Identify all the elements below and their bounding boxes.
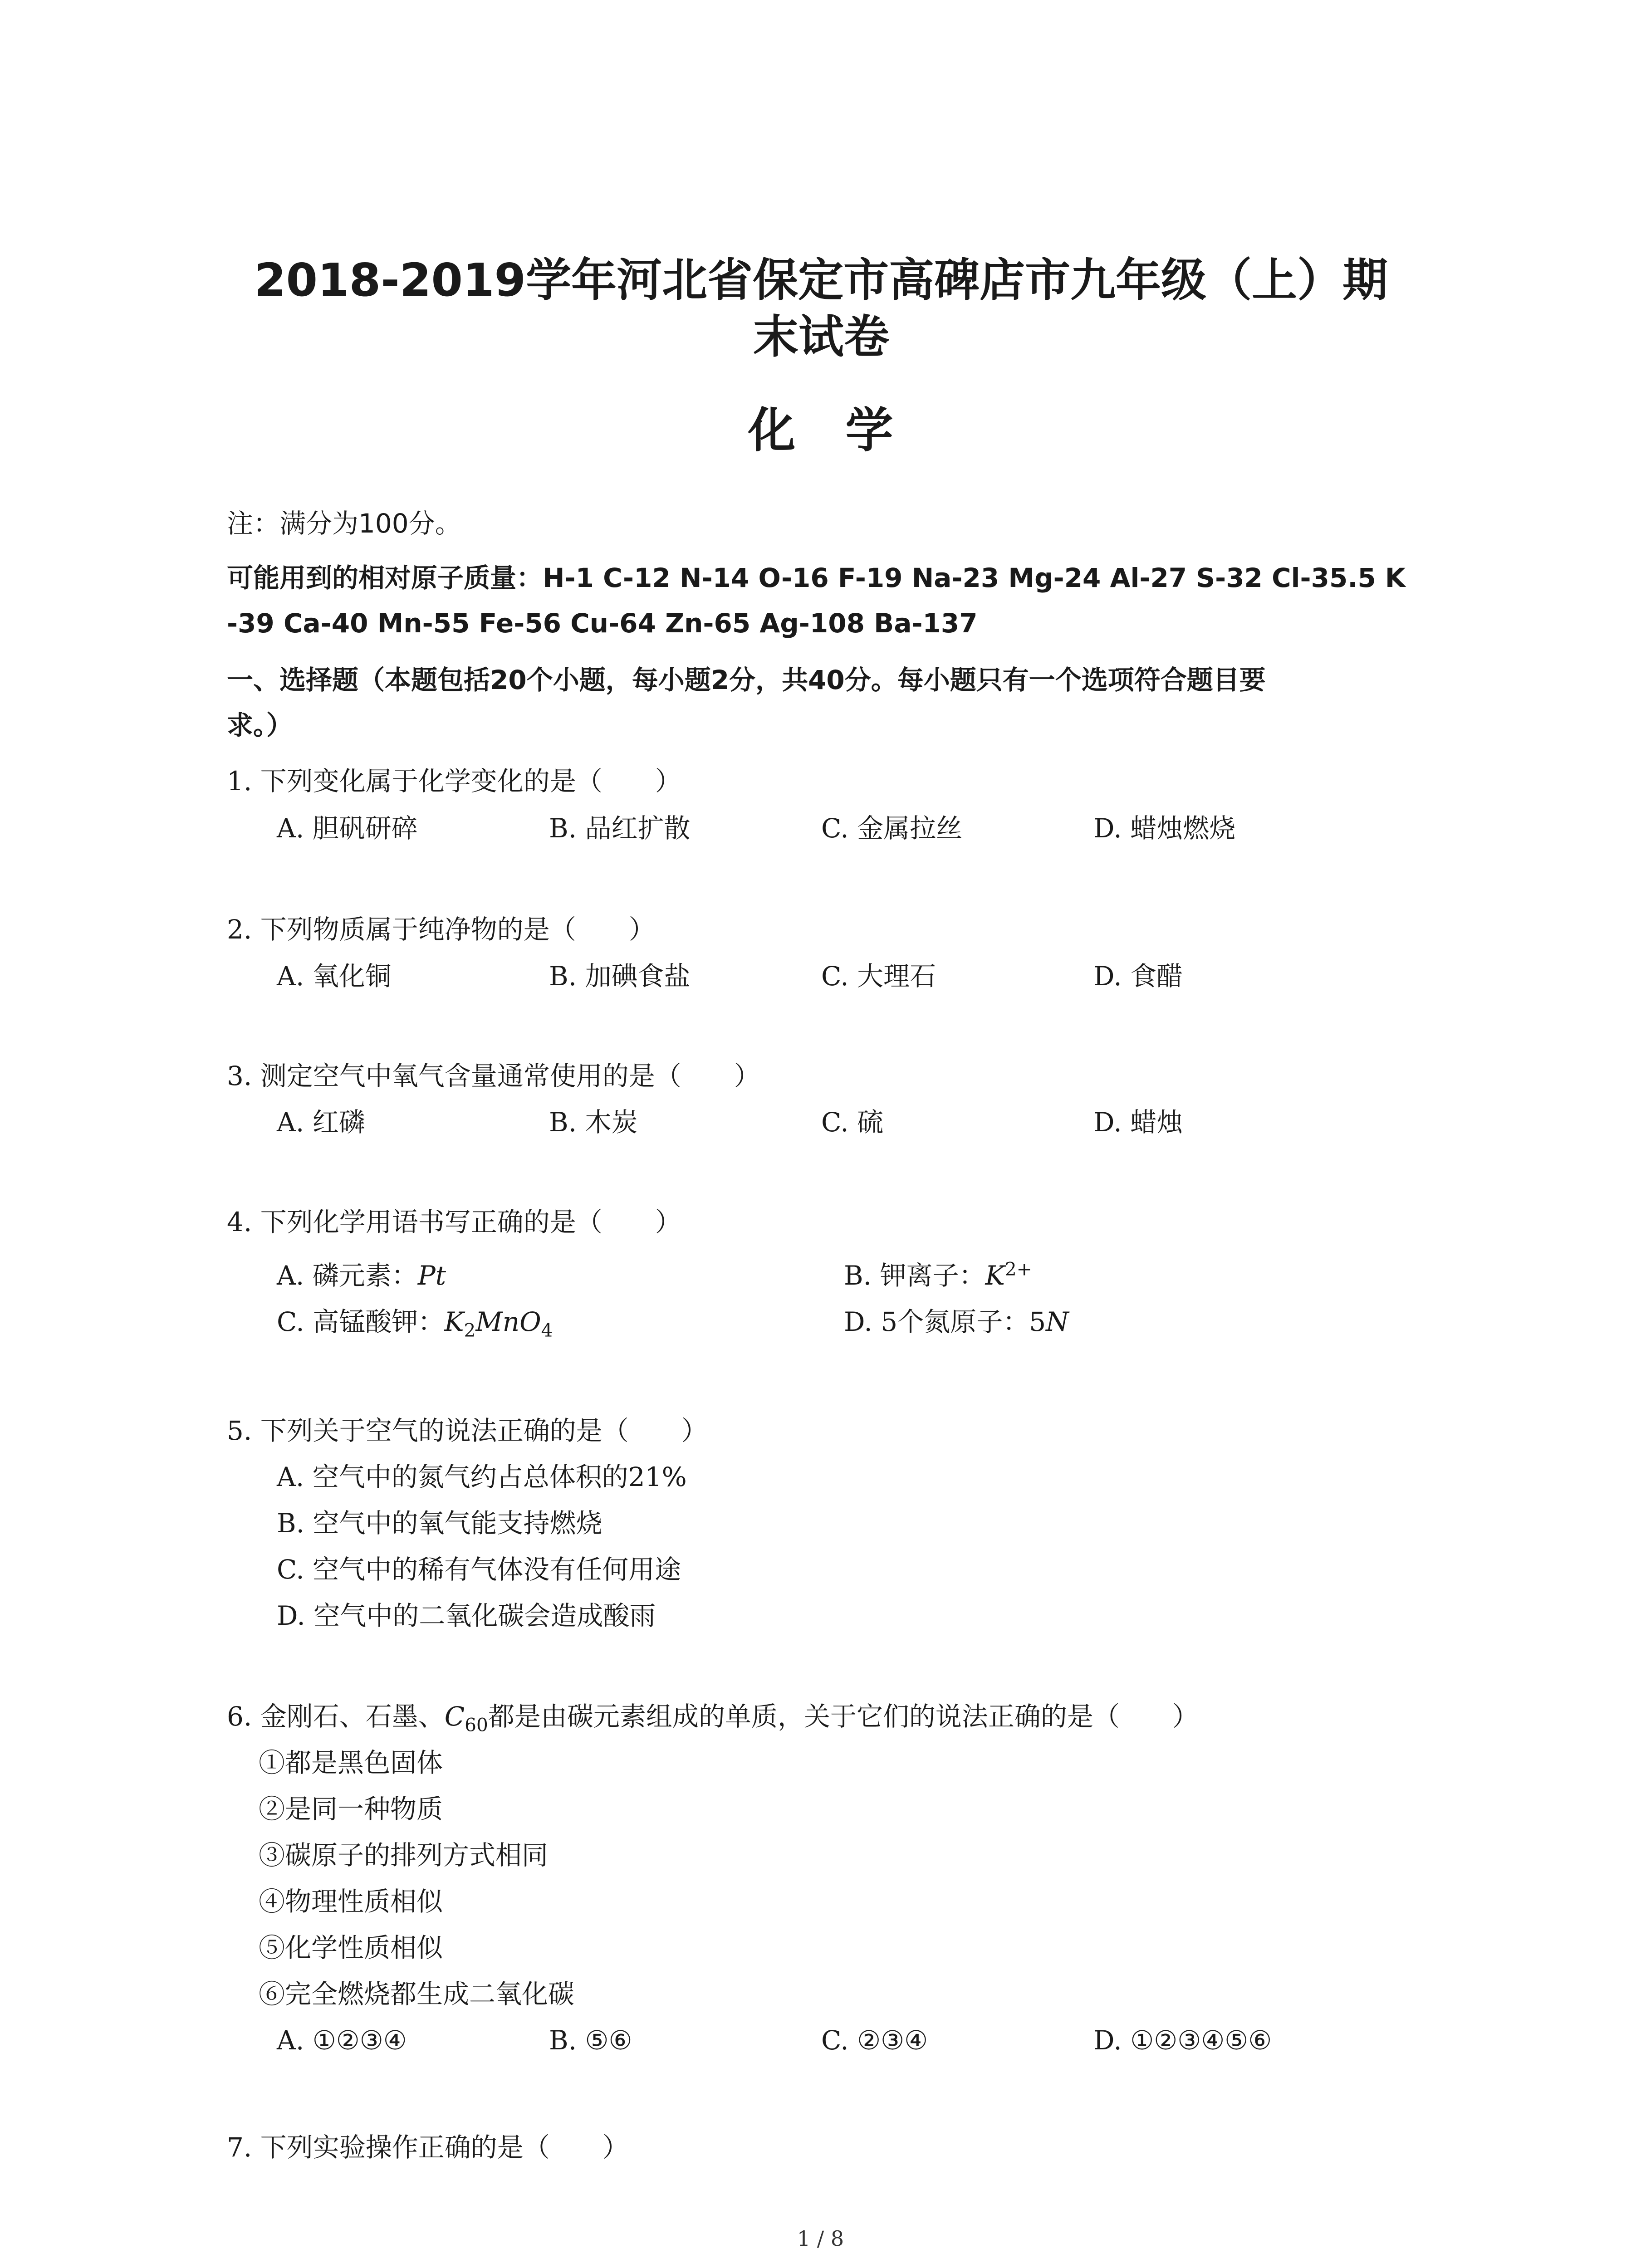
question-6-option-c: C. ②③④: [821, 2025, 928, 2056]
section-heading-line-1: 一、选择题（本题包括20个小题，每小题2分，共40分。每小题只有一个选项符合题目要: [227, 665, 1266, 695]
question-4-option-b: B. 钾离子：$K^{2+}$: [844, 1258, 1032, 1291]
question-5-option-d: D. 空气中的二氧化碳会造成酸雨: [277, 1600, 656, 1631]
question-3-option-d: D. 蜡烛: [1093, 1107, 1183, 1138]
question-6-statement-6: ⑥完全燃烧都生成二氧化碳: [259, 1979, 575, 2009]
question-2-stem: 2. 下列物质属于纯净物的是（ ）: [227, 914, 655, 945]
question-2-option-c: C. 大理石: [821, 961, 936, 992]
score-note: 注：满分为100分。: [227, 508, 461, 539]
page-title: [191, 252, 1452, 365]
question-6-statement-2: ②是同一种物质: [259, 1794, 443, 1824]
question-4-option-d: D. 5个氮原子：5N: [844, 1306, 1069, 1337]
question-6-stem: 6. 金刚石、石墨、$C_{60}$都是由碳元素组成的单质，关于它们的说法正确的是（ ）: [227, 1701, 1199, 1736]
question-1-option-a: A. 胆矾研碎: [277, 813, 418, 844]
question-1-option-d: D. 蜡烛燃烧: [1093, 813, 1236, 844]
question-2-option-d: D. 食醋: [1093, 961, 1183, 992]
question-7-stem: 7. 下列实验操作正确的是（ ）: [227, 2132, 629, 2163]
title-line-2: 末试卷: [753, 310, 889, 363]
question-6-statement-1: ①都是黑色固体: [259, 1747, 443, 1778]
question-3-option-b: B. 木炭: [549, 1107, 638, 1138]
question-6-statement-3: ③碳原子的排列方式相同: [259, 1840, 549, 1871]
question-6-statement-5: ⑤化学性质相似: [259, 1932, 443, 1963]
question-4-stem: 4. 下列化学用语书写正确的是（ ）: [227, 1207, 681, 1237]
question-5-option-a: A. 空气中的氮气约占总体积的21%: [277, 1461, 687, 1492]
question-5-option-c: C. 空气中的稀有气体没有任何用途: [277, 1554, 681, 1585]
subject-heading: 化学: [748, 403, 943, 458]
question-3-option-c: C. 硫: [821, 1107, 884, 1138]
question-4-option-c: C. 高锰酸钾：$K_2MnO_4$: [277, 1306, 553, 1341]
question-6-option-d: D. ①②③④⑤⑥: [1093, 2025, 1272, 2056]
page-number: 1 / 8: [797, 2226, 844, 2251]
question-5-stem: 5. 下列关于空气的说法正确的是（ ）: [227, 1415, 708, 1446]
question-4-option-a: A. 磷元素：Pt: [277, 1260, 446, 1291]
question-6-statement-4: ④物理性质相似: [259, 1886, 443, 1917]
atomic-mass-line-1: 可能用到的相对原子质量：H-1 C-12 N-14 O-16 F-19 Na-23 Mg-24 Al-27 S-32 Cl-35.5 K: [227, 562, 1406, 593]
question-6-option-b: B. ⑤⑥: [549, 2025, 632, 2056]
section-heading-line-2: 求。）: [227, 710, 293, 741]
question-5-option-b: B. 空气中的氧气能支持燃烧: [277, 1508, 603, 1539]
question-3-stem: 3. 测定空气中氧气含量通常使用的是（ ）: [227, 1061, 760, 1091]
question-2-option-a: A. 氧化铜: [277, 961, 392, 992]
title-line-1: 2018-2019学年河北省保定市高碑店市九年级（上）期: [254, 254, 1388, 307]
question-1-option-b: B. 品红扩散: [549, 813, 691, 844]
question-2-option-b: B. 加碘食盐: [549, 961, 691, 992]
question-1-option-c: C. 金属拉丝: [821, 813, 963, 844]
question-3-option-a: A. 红磷: [277, 1107, 365, 1138]
question-6-option-a: A. ①②③④: [277, 2025, 407, 2056]
question-1-stem: 1. 下列变化属于化学变化的是（ ）: [227, 766, 681, 797]
atomic-mass-line-2: -39 Ca-40 Mn-55 Fe-56 Cu-64 Zn-65 Ag-108 Ba-137: [227, 608, 978, 639]
